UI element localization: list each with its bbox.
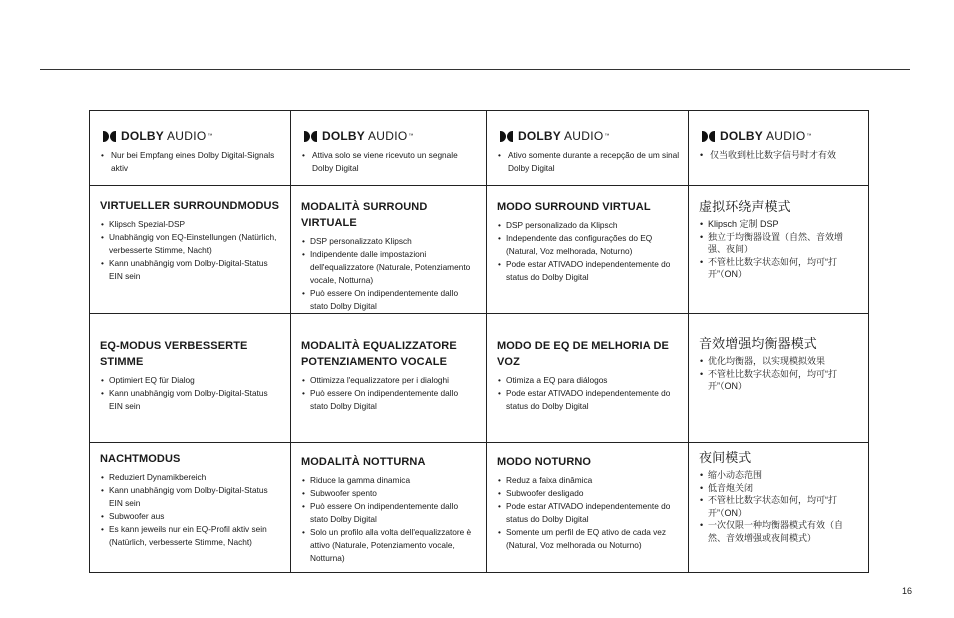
bullet-list bbox=[497, 149, 680, 175]
bullet-list bbox=[301, 149, 478, 175]
cell-heading: 夜间模式 bbox=[699, 450, 752, 465]
table-cell bbox=[90, 186, 291, 314]
cell-heading: MODO DE EQ DE MELHORIA DE VOZ bbox=[497, 340, 669, 368]
table-cell bbox=[487, 443, 689, 573]
bullet-list bbox=[699, 469, 860, 544]
table-cell bbox=[689, 111, 869, 186]
cell-heading: NACHTMODUS bbox=[100, 453, 181, 465]
bullet-list bbox=[699, 355, 860, 393]
bullet-list bbox=[497, 374, 680, 413]
list-item: • Kann unabhängig vom Dolby-Digital-Status EIN sein bbox=[100, 484, 282, 510]
logo-product: AUDIO bbox=[167, 129, 207, 143]
logo-product: AUDIO bbox=[368, 129, 408, 143]
logo-brand: DOLBY bbox=[322, 129, 365, 143]
list-item: • 一次仅限一种均衡器模式有效（自然、音效增强或夜间模式） bbox=[699, 519, 860, 544]
list-item: • Ativo somente durante a recepção de um sinal Dolby Digital bbox=[497, 149, 680, 175]
table-cell bbox=[90, 111, 291, 186]
page-number: 16 bbox=[901, 586, 912, 596]
bullet-list bbox=[301, 235, 478, 313]
list-item: • Pode estar ATIVADO independentemente do status do Dolby Digital bbox=[497, 258, 680, 284]
table-row bbox=[90, 111, 869, 186]
cell-heading: EQ-MODUS VERBESSERTE STIMME bbox=[100, 340, 248, 368]
dolby-audio-logo bbox=[304, 129, 478, 143]
list-item: • 缩小动态范围 bbox=[699, 469, 860, 482]
list-item: • 仅当收到杜比数字信号时才有效 bbox=[699, 149, 860, 162]
dolby-double-d-icon bbox=[103, 131, 116, 142]
table-cell bbox=[487, 186, 689, 314]
logo-brand: DOLBY bbox=[121, 129, 164, 143]
logo-brand: DOLBY bbox=[720, 129, 763, 143]
dolby-audio-logo bbox=[702, 129, 860, 143]
list-item: • Es kann jeweils nur ein EQ-Profil aktiv sein (Natürlich, verbesserte Stimme, Nacht) bbox=[100, 523, 282, 549]
table-cell bbox=[291, 314, 487, 443]
dolby-double-d-icon bbox=[702, 131, 715, 142]
table-cell bbox=[487, 314, 689, 443]
list-item: • Otimiza a EQ para diálogos bbox=[497, 374, 680, 387]
cell-heading: 虚拟环绕声模式 bbox=[699, 199, 791, 214]
dolby-double-d-icon bbox=[304, 131, 317, 142]
bullet-list bbox=[301, 374, 478, 413]
list-item: • 优化均衡器，以实现模拟效果 bbox=[699, 355, 860, 368]
bullet-list bbox=[699, 149, 860, 162]
cell-heading: MODO SURROUND VIRTUAL bbox=[497, 201, 651, 213]
list-item: • Solo un profilo alla volta dell'equalizzatore è attivo (Naturale, Potenziamento vocale, Notturna) bbox=[301, 526, 478, 565]
list-item: • 不管杜比数字状态如何，均可“打开”（ON） bbox=[699, 494, 860, 519]
cell-heading: MODALITÀ NOTTURNA bbox=[301, 456, 426, 468]
dolby-audio-logo bbox=[103, 129, 282, 143]
list-item: • Ottimizza l'equalizzatore per i dialoghi bbox=[301, 374, 478, 387]
cell-heading: VIRTUELLER SURROUNDMODUS bbox=[100, 200, 280, 212]
list-item: • Può essere On indipendentemente dallo stato Dolby Digital bbox=[301, 500, 478, 526]
logo-trademark: ™ bbox=[408, 133, 414, 139]
cell-heading: 音效增强均衡器模式 bbox=[699, 336, 817, 351]
list-item: • Indipendente dalle impostazioni dell'equalizzatore (Naturale, Potenziamento vocale, Notturna) bbox=[301, 248, 478, 287]
list-item: • 独立于均衡器设置（自然、音效增强、夜间） bbox=[699, 231, 860, 256]
list-item: • Pode estar ATIVADO independentemente do status do Dolby Digital bbox=[497, 500, 680, 526]
bullet-list bbox=[699, 218, 860, 281]
list-item: • DSP personalizado da Klipsch bbox=[497, 219, 680, 232]
bullet-list bbox=[497, 474, 680, 552]
list-item: • Subwoofer desligado bbox=[497, 487, 680, 500]
list-item: • DSP personalizzato Klipsch bbox=[301, 235, 478, 248]
logo-trademark: ™ bbox=[806, 133, 812, 139]
table-cell bbox=[291, 111, 487, 186]
top-rule bbox=[40, 69, 910, 70]
list-item: • Optimiert EQ für Dialog bbox=[100, 374, 282, 387]
table-cell bbox=[291, 186, 487, 314]
table-cell bbox=[90, 314, 291, 443]
list-item: • Klipsch 定制 DSP bbox=[699, 218, 860, 231]
list-item: • Nur bei Empfang eines Dolby Digital-Signals aktiv bbox=[100, 149, 282, 175]
table-cell bbox=[291, 443, 487, 573]
bullet-list bbox=[100, 149, 282, 175]
feature-table bbox=[89, 110, 869, 573]
logo-brand: DOLBY bbox=[518, 129, 561, 143]
table-cell bbox=[90, 443, 291, 573]
logo-trademark: ™ bbox=[604, 133, 610, 139]
list-item: • Unabhängig von EQ-Einstellungen (Natürlich, verbesserte Stimme, Nacht) bbox=[100, 231, 282, 257]
table-row bbox=[90, 314, 869, 443]
list-item: • 不管杜比数字状态如何，均可“打开”（ON） bbox=[699, 368, 860, 393]
table-cell bbox=[487, 111, 689, 186]
list-item: • Subwoofer spento bbox=[301, 487, 478, 500]
cell-heading: MODO NOTURNO bbox=[497, 456, 592, 468]
list-item: • 不管杜比数字状态如何，均可“打开”（ON） bbox=[699, 256, 860, 281]
list-item: • Independente das configurações do EQ (Natural, Voz melhorada, Noturno) bbox=[497, 232, 680, 258]
logo-product: AUDIO bbox=[766, 129, 806, 143]
bullet-list bbox=[301, 474, 478, 565]
table-cell bbox=[689, 314, 869, 443]
list-item: • Attiva solo se viene ricevuto un segnale Dolby Digital bbox=[301, 149, 478, 175]
bullet-list bbox=[100, 374, 282, 413]
bullet-list bbox=[497, 219, 680, 284]
list-item: • Può essere On indipendentemente dallo stato Dolby Digital bbox=[301, 287, 478, 313]
list-item: • Somente um perfil de EQ ativo de cada vez (Natural, Voz melhorada ou Noturno) bbox=[497, 526, 680, 552]
table-cell bbox=[689, 186, 869, 314]
list-item: • Klipsch Spezial-DSP bbox=[100, 218, 282, 231]
list-item: • Reduziert Dynamikbereich bbox=[100, 471, 282, 484]
list-item: • Può essere On indipendentemente dallo stato Dolby Digital bbox=[301, 387, 478, 413]
list-item: • Kann unabhängig vom Dolby-Digital-Status EIN sein bbox=[100, 387, 282, 413]
list-item: • Pode estar ATIVADO independentemente do status do Dolby Digital bbox=[497, 387, 680, 413]
list-item: • 低音炮关闭 bbox=[699, 482, 860, 495]
cell-heading: MODALITÀ SURROUND VIRTUALE bbox=[301, 201, 428, 229]
bullet-list bbox=[100, 471, 282, 549]
dolby-audio-logo bbox=[500, 129, 680, 143]
table-row bbox=[90, 443, 869, 573]
bullet-list bbox=[100, 218, 282, 283]
table-row bbox=[90, 186, 869, 314]
dolby-double-d-icon bbox=[500, 131, 513, 142]
logo-product: AUDIO bbox=[564, 129, 604, 143]
list-item: • Kann unabhängig vom Dolby-Digital-Status EIN sein bbox=[100, 257, 282, 283]
cell-heading: MODALITÀ EQUALIZZATORE POTENZIAMENTO VOCALE bbox=[301, 340, 457, 368]
logo-trademark: ™ bbox=[207, 133, 213, 139]
list-item: • Subwoofer aus bbox=[100, 510, 282, 523]
list-item: • Reduz a faixa dinâmica bbox=[497, 474, 680, 487]
list-item: • Riduce la gamma dinamica bbox=[301, 474, 478, 487]
table-cell bbox=[689, 443, 869, 573]
